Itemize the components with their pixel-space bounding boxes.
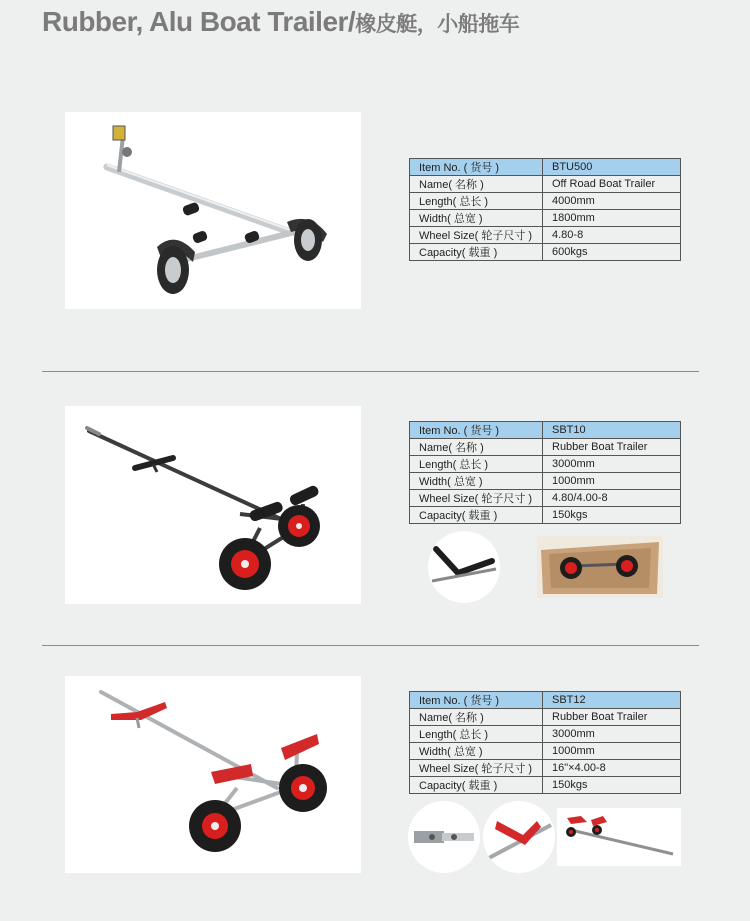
table-row bbox=[410, 159, 681, 176]
spec-label: Width( 总宽 ) bbox=[410, 743, 543, 760]
spec-value: 4.80/4.00-8 bbox=[543, 490, 681, 507]
table-row bbox=[410, 760, 681, 777]
spec-label: Item No. ( 货号 ) bbox=[410, 692, 543, 709]
spec-value: 4000mm bbox=[543, 193, 681, 210]
spec-label: Capacity( 载重 ) bbox=[410, 244, 543, 261]
spec-label: Width( 总宽 ) bbox=[410, 210, 543, 227]
spec-value: 16"×4.00-8 bbox=[543, 760, 681, 777]
title-chinese: 橡皮艇，小船拖车 bbox=[355, 13, 520, 36]
spec-label: Name( 名称 ) bbox=[410, 709, 543, 726]
spec-value: 150kgs bbox=[543, 507, 681, 524]
product-photo-sbt12 bbox=[65, 676, 361, 873]
spec-value: 1800mm bbox=[543, 210, 681, 227]
spec-value: 4.80-8 bbox=[543, 227, 681, 244]
spec-value: 600kgs bbox=[543, 244, 681, 261]
table-row bbox=[410, 490, 681, 507]
spec-label: Capacity( 载重 ) bbox=[410, 777, 543, 794]
table-row bbox=[410, 507, 681, 524]
table-row bbox=[410, 777, 681, 794]
table-row bbox=[410, 709, 681, 726]
title-english: Rubber, Alu Boat Trailer/ bbox=[42, 6, 356, 37]
table-row bbox=[410, 743, 681, 760]
detail-photo-support-pad bbox=[428, 531, 500, 603]
spec-table-sbt10 bbox=[409, 421, 681, 524]
spec-value: Off Road Boat Trailer bbox=[543, 176, 681, 193]
detail-photo-red-support-pad bbox=[483, 801, 555, 873]
table-row bbox=[410, 439, 681, 456]
table-row bbox=[410, 193, 681, 210]
detail-photo-coupler bbox=[408, 801, 480, 873]
spec-value: BTU500 bbox=[543, 159, 681, 176]
spec-label: Length( 总长 ) bbox=[410, 193, 543, 210]
product-photo-sbt10 bbox=[65, 406, 361, 604]
product-photo-btu500 bbox=[65, 112, 361, 309]
spec-value: 1000mm bbox=[543, 743, 681, 760]
table-row bbox=[410, 227, 681, 244]
spec-label: Length( 总长 ) bbox=[410, 456, 543, 473]
spec-value: 3000mm bbox=[543, 456, 681, 473]
section-divider bbox=[42, 371, 699, 372]
spec-label: Wheel Size( 轮子尺寸 ) bbox=[410, 227, 543, 244]
spec-label: Item No. ( 货号 ) bbox=[410, 159, 543, 176]
table-row bbox=[410, 456, 681, 473]
spec-label: Length( 总长 ) bbox=[410, 726, 543, 743]
spec-value: SBT12 bbox=[543, 692, 681, 709]
spec-value: 1000mm bbox=[543, 473, 681, 490]
spec-value: Rubber Boat Trailer bbox=[543, 709, 681, 726]
spec-value: 150kgs bbox=[543, 777, 681, 794]
table-row bbox=[410, 210, 681, 227]
spec-label: Wheel Size( 轮子尺寸 ) bbox=[410, 490, 543, 507]
section-divider bbox=[42, 645, 699, 646]
spec-label: Name( 名称 ) bbox=[410, 176, 543, 193]
table-row bbox=[410, 244, 681, 261]
detail-photo-packaging-box bbox=[537, 536, 663, 598]
table-row bbox=[410, 726, 681, 743]
spec-label: Capacity( 载重 ) bbox=[410, 507, 543, 524]
detail-photo-trailer-side-view bbox=[557, 808, 681, 866]
table-row bbox=[410, 176, 681, 193]
spec-value: Rubber Boat Trailer bbox=[543, 439, 681, 456]
spec-label: Width( 总宽 ) bbox=[410, 473, 543, 490]
spec-table-sbt12 bbox=[409, 691, 681, 794]
spec-label: Wheel Size( 轮子尺寸 ) bbox=[410, 760, 543, 777]
table-row bbox=[410, 692, 681, 709]
table-row bbox=[410, 473, 681, 490]
page-title bbox=[42, 6, 519, 38]
spec-value: SBT10 bbox=[543, 422, 681, 439]
table-row bbox=[410, 422, 681, 439]
spec-table-btu500 bbox=[409, 158, 681, 261]
spec-label: Item No. ( 货号 ) bbox=[410, 422, 543, 439]
spec-label: Name( 名称 ) bbox=[410, 439, 543, 456]
spec-value: 3000mm bbox=[543, 726, 681, 743]
